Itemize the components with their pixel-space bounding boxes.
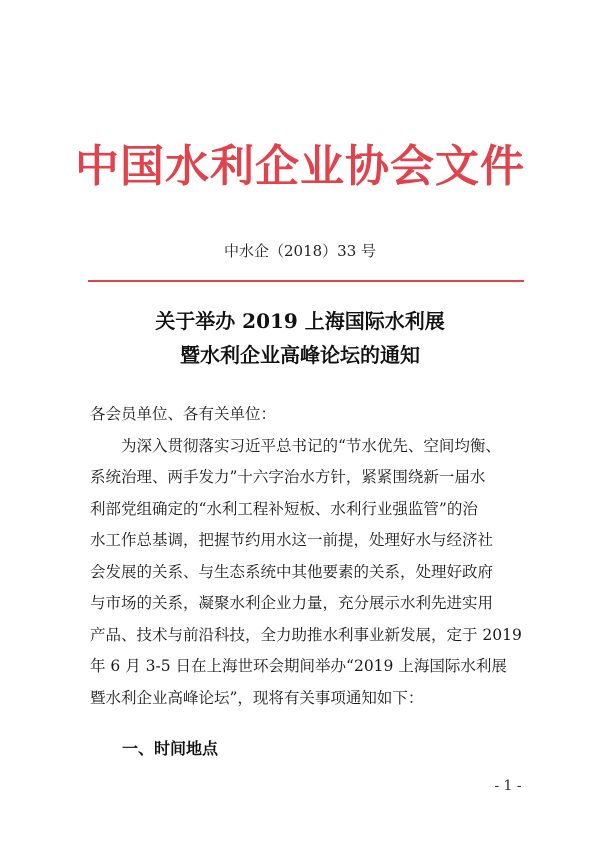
notice-body <box>90 399 520 714</box>
paragraph-line: 水工作总基调，把握节约用水这一前提，处理好水与经济社 <box>90 531 494 549</box>
notice-title-line1: 关于举办 2019 上海国际水利展 <box>155 309 445 333</box>
section-heading: 一、时间地点 <box>122 739 219 758</box>
paragraph-line: 年 6 月 3-5 日在上海世环会期间举办“2019 上海国际水利展 <box>90 657 507 675</box>
paragraph-line: 为深入贯彻落实习近平总书记的“节水优先、空间均衡、 <box>90 436 501 455</box>
paragraph-line: 与市场的关系，凝聚水利企业力量，充分展示水利先进实用 <box>90 594 494 612</box>
paragraph-line: 系统治理、两手发力”十六字治水方针，紧紧围绕新一届水 <box>90 468 486 486</box>
org-header-title: 中国水利企业协会文件 <box>75 141 525 192</box>
document-number: 中水企（2018）33 号 <box>223 242 377 260</box>
paragraph-line: 利部党组确定的“水利工程补短板、水利行业强监管”的治 <box>90 499 478 518</box>
notice-title <box>0 304 600 372</box>
paragraph-line: 会发展的关系、与生态系统中其他要素的关系，处理好政府 <box>90 562 494 581</box>
notice-title-line2: 暨水利企业高峰论坛的通知 <box>180 343 420 367</box>
paragraph-line: 暨水利企业高峰论坛”，现将有关事项通知如下： <box>90 688 424 707</box>
body-paragraph <box>90 431 520 715</box>
header-divider <box>88 280 524 282</box>
page-number: - 1 - <box>494 778 522 794</box>
salutation: 各会员单位、各有关单位： <box>90 405 277 423</box>
paragraph-line: 产品、技术与前沿科技，全力助推水利事业新发展，定于 2019 <box>90 625 522 644</box>
